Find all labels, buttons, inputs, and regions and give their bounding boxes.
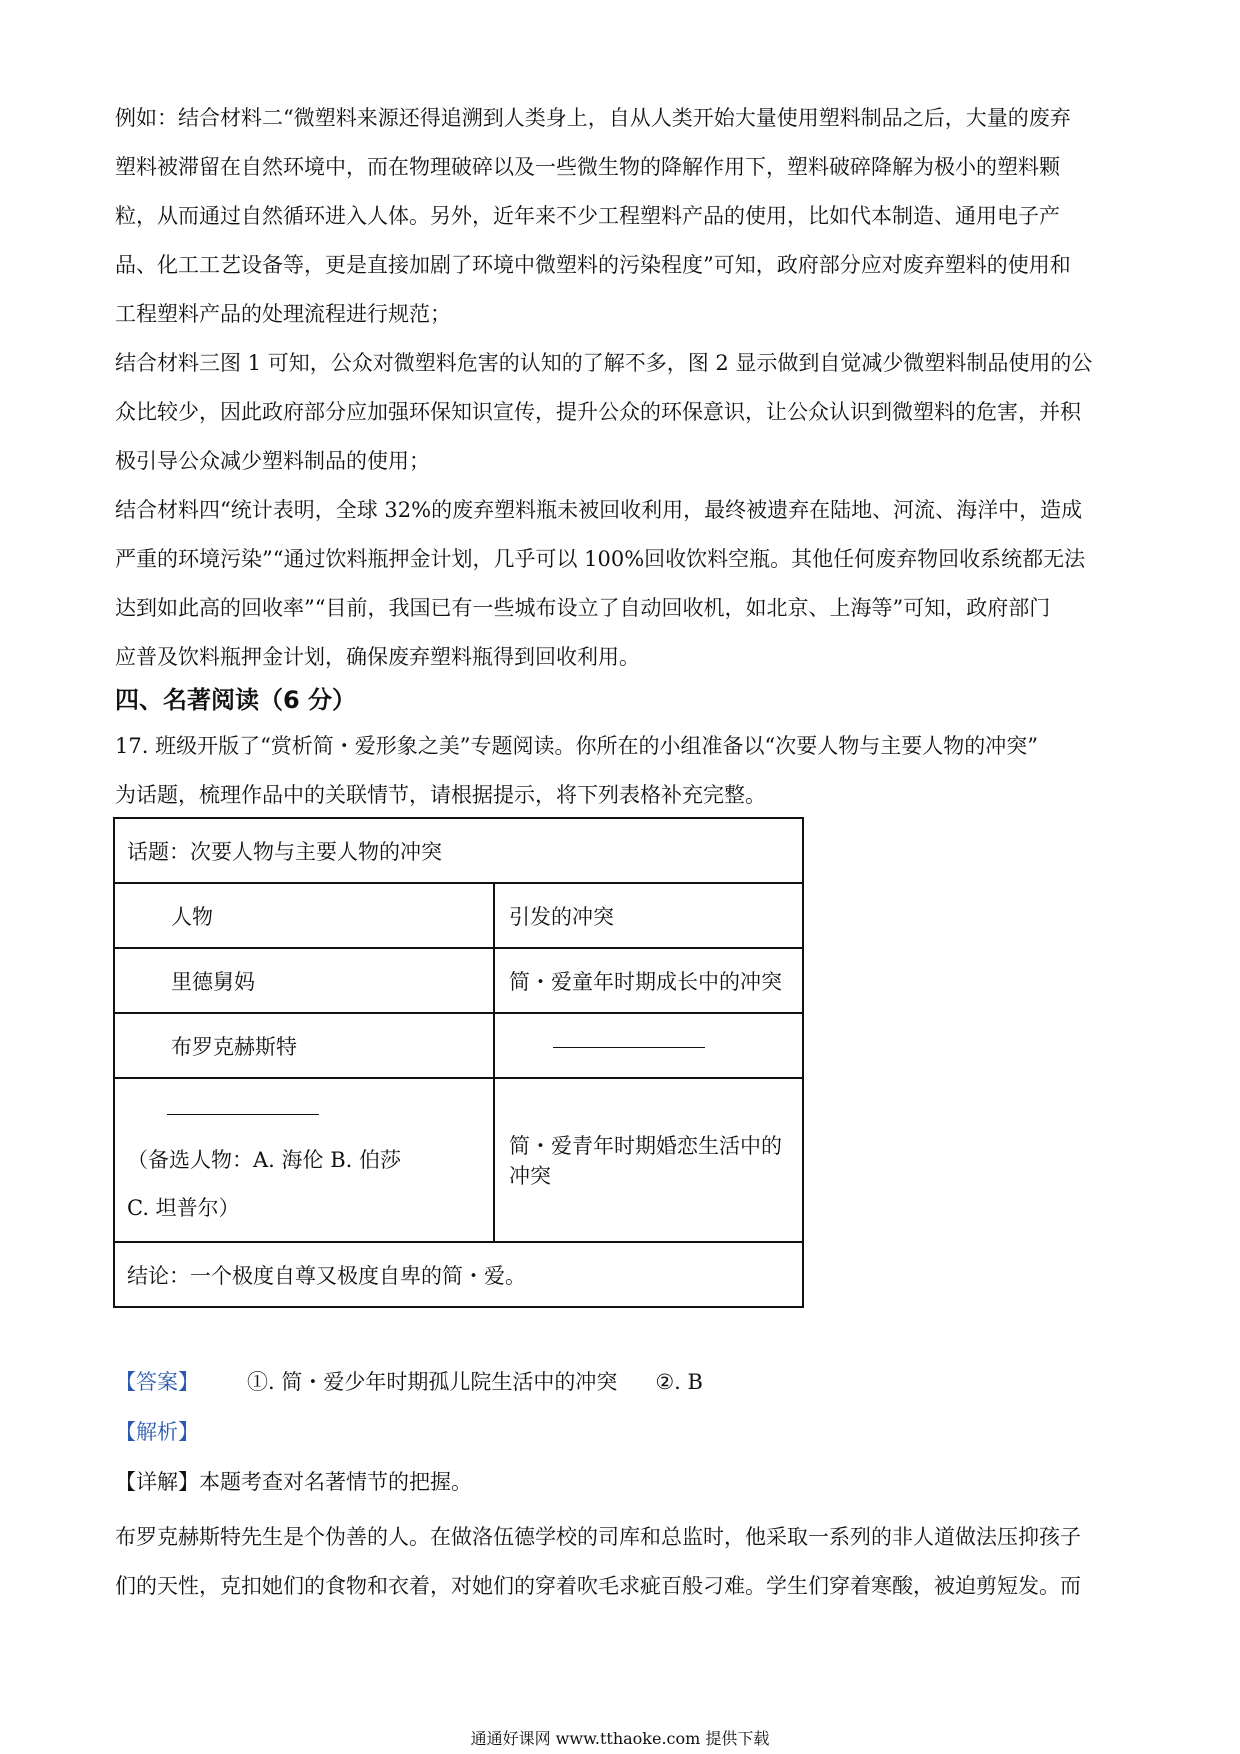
cell-conflict-blank: [494, 1013, 803, 1078]
cell-person-options: [114, 1078, 494, 1242]
text-line: 例如：结合材料二“微塑料来源还得追溯到人类身上，自从人类开始大量使用塑料制品之后，大量的废弃: [115, 106, 1071, 130]
text-line: 极引导公众减少塑料制品的使用；: [115, 449, 430, 473]
detail-tag: 【详解】: [115, 1470, 199, 1494]
text-line: 品、化工工艺设备等，更是直接加剧了环境中微塑料的污染程度”可知，政府部分应对废弃塑料的使用和: [115, 253, 1071, 277]
paragraph-material-two: [115, 94, 1130, 339]
detail-text: 本题考查对名著情节的把握。: [199, 1470, 472, 1494]
table-conclusion: 结论：一个极度自尊又极度自卑的简・爱。: [114, 1242, 803, 1307]
paragraph-material-three: [115, 339, 1130, 486]
text-line: 17. 班级开版了“赏析简・爱形象之美”专题阅读。你所在的小组准备以“次要人物与主要人物的冲突”: [115, 734, 1039, 758]
table-row: [114, 948, 803, 1013]
text-line: 结合材料三图 1 可知，公众对微塑料危害的认知的了解不多，图 2 显示做到自觉减少微塑料制品使用的公: [115, 351, 1093, 375]
text-line: 布罗克赫斯特先生是个伪善的人。在做洛伍德学校的司库和总监时，他采取一系列的非人道做法压抑孩子: [115, 1525, 1081, 1549]
paragraph-material-four: [115, 486, 1130, 682]
text-line: 达到如此高的回收率”“目前，我国已有一些城布设立了自动回收机，如北京、上海等”可知，政府部门: [115, 596, 1051, 620]
table-row: [114, 1013, 803, 1078]
text-line: 工程塑料产品的处理流程进行规范；: [115, 302, 451, 326]
question-17: [115, 722, 1130, 820]
section-heading: 四、名著阅读（6 分）: [115, 686, 357, 714]
text-line: 塑料被滞留在自然环境中，而在物理破碎以及一些微生物的降解作用下，塑料破碎降解为极小的塑料颗: [115, 155, 1060, 179]
text-line: 应普及饮料瓶押金计划，确保废弃塑料瓶得到回收利用。: [115, 645, 640, 669]
table-row: [114, 818, 803, 883]
header-conflict: 引发的冲突: [494, 883, 803, 948]
answer-item: ②. B: [655, 1370, 703, 1394]
conflict-table: [113, 817, 804, 1308]
header-person: 人物: [114, 883, 494, 948]
text-line: 严重的环境污染”“通过饮料瓶押金计划，几乎可以 100%回收饮料空瓶。其他任何废弃物回收系统都无法: [115, 547, 1086, 571]
text-line: 为话题，梳理作品中的关联情节，请根据提示，将下列表格补充完整。: [115, 783, 766, 807]
page-footer: 通通好课网 www.tthaoke.com 提供下载: [470, 1729, 770, 1748]
text-line: 结合材料四“统计表明，全球 32%的废弃塑料瓶未被回收利用，最终被遗弃在陆地、河流、海洋中，造成: [115, 498, 1083, 522]
answer-blank: [553, 1046, 705, 1048]
options-line: C. 坦普尔）: [127, 1196, 240, 1220]
analysis-tag: 【解析】: [115, 1420, 199, 1444]
text-line: 粒，从而通过自然循环进入人体。另外，近年来不少工程塑料产品的使用，比如代本制造、通用电子产: [115, 204, 1060, 228]
detail-line: [115, 1466, 472, 1496]
table-row: [114, 1078, 803, 1242]
options-line: （备选人物：A. 海伦 B. 伯莎: [127, 1148, 401, 1172]
cell-person: 布罗克赫斯特: [114, 1013, 494, 1078]
table-row: [114, 1242, 803, 1307]
text-line: 们的天性，克扣她们的食物和衣着，对她们的穿着吹毛求疵百般刁难。学生们穿着寒酸，被迫剪短发。而: [115, 1574, 1081, 1598]
table-topic: 话题：次要人物与主要人物的冲突: [114, 818, 803, 883]
cell-conflict: 简・爱青年时期婚恋生活中的冲突: [494, 1078, 803, 1242]
answer-tag: 【答案】: [115, 1370, 199, 1394]
paragraph-explanation: [115, 1513, 1130, 1611]
table-row: [114, 883, 803, 948]
answer-line: [115, 1366, 703, 1396]
text-line: 众比较少，因此政府部分应加强环保知识宣传，提升公众的环保意识，让公众认识到微塑料的危害，并积: [115, 400, 1081, 424]
answer-item: ①. 简・爱少年时期孤儿院生活中的冲突: [247, 1370, 618, 1394]
cell-person: 里德舅妈: [114, 948, 494, 1013]
answer-blank: [167, 1113, 319, 1115]
cell-conflict: 简・爱童年时期成长中的冲突: [494, 948, 803, 1013]
